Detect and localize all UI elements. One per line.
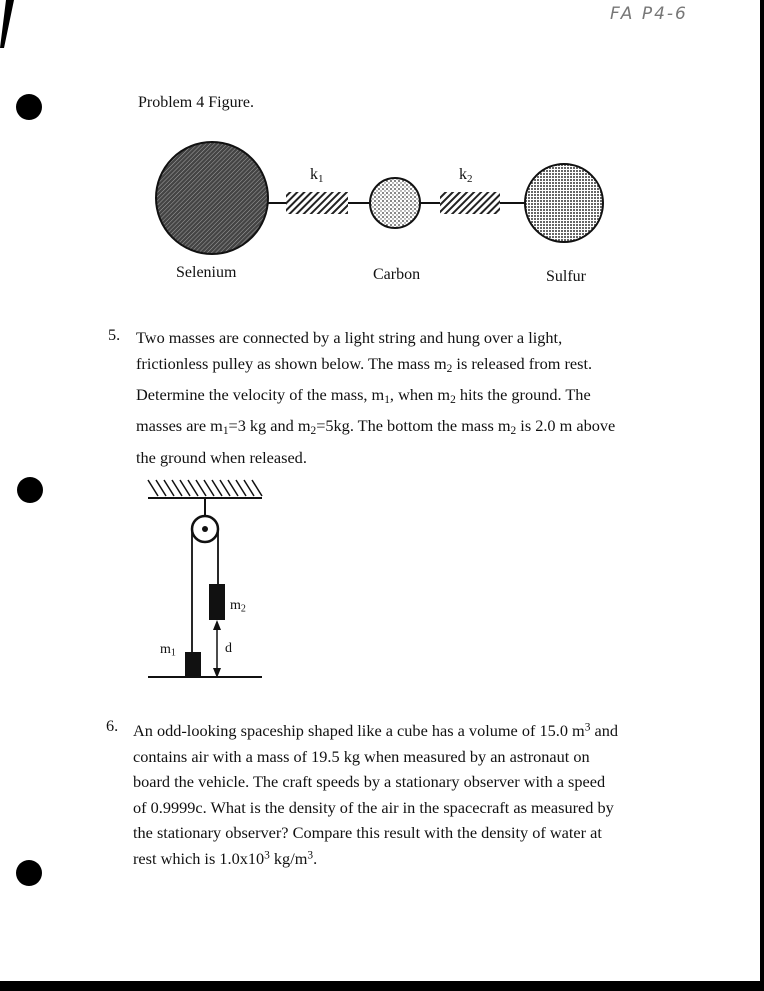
- problem-5-text: [136, 325, 676, 470]
- sulfur-atom: [525, 164, 603, 242]
- scan-bottom-border: [0, 981, 764, 991]
- mass-m2-block: [209, 584, 225, 620]
- spring-k1: [286, 192, 348, 214]
- binder-hole-top: [16, 94, 42, 120]
- sulfur-label: Sulfur: [546, 268, 586, 285]
- problem-5-line: masses are $m_1=3$ kg and $m_2=5kg$. The bottom the mass $m_2$ is 2.0 m above: [136, 416, 616, 438]
- problem-5-line: frictionless pulley as shown below. The mass $m_2$ is released from rest.: [136, 353, 593, 375]
- selenium-label: Selenium: [176, 264, 237, 281]
- mass-m1-label: $m_1$: [160, 642, 176, 659]
- problem-6-number: 6.: [106, 716, 119, 735]
- figure-title: Problem 4 Figure.: [138, 94, 254, 111]
- problem-5-line: Determine the velocity of the mass, $m_1$, when $m_2$ hits the ground. The: [136, 384, 591, 406]
- scan-edge-mark: [0, 0, 20, 60]
- mass-m1-block: [185, 652, 201, 676]
- problem-6-text: [133, 718, 673, 871]
- scan-right-border: [760, 0, 764, 991]
- problem-6-line: of 0.9999c. What is the density of the air in the spacecraft as measured by: [133, 797, 614, 817]
- spring-k1-label: $k_1$: [310, 166, 324, 185]
- problem-5-number: 5.: [108, 325, 121, 344]
- distance-d-label: d: [225, 641, 232, 656]
- carbon-label: Carbon: [373, 266, 421, 283]
- carbon-atom: [370, 178, 420, 228]
- mass-m2-label: $m_2$: [230, 598, 246, 615]
- problem-6-line: An odd-looking spaceship shaped like a cube has a volume of 15.0 $m^3$ and: [133, 721, 618, 740]
- problem-5-line: the ground when released.: [136, 447, 307, 467]
- spring-k2-label: $k_2$: [459, 166, 473, 185]
- selenium-atom: [156, 142, 268, 254]
- problem-6-line: the stationary observer? Compare this result with the density of water at: [133, 823, 602, 842]
- molecule-diagram: [150, 140, 610, 265]
- problem-5-line: Two masses are connected by a light string and hung over a light,: [136, 328, 563, 347]
- binder-hole-bottom: [16, 860, 42, 886]
- problem-6-line: contains air with a mass of 19.5 kg when measured by an astronaut on: [133, 746, 590, 766]
- problem-6-line: rest which is $1.0x10^3$ $kg/m^3$.: [133, 848, 318, 868]
- binder-hole-middle: [17, 477, 43, 503]
- handwritten-note: FA P4-6: [610, 4, 688, 24]
- spring-k2: [440, 192, 500, 214]
- problem-6-line: board the vehicle. The craft speeds by a stationary observer with a speed: [133, 772, 606, 791]
